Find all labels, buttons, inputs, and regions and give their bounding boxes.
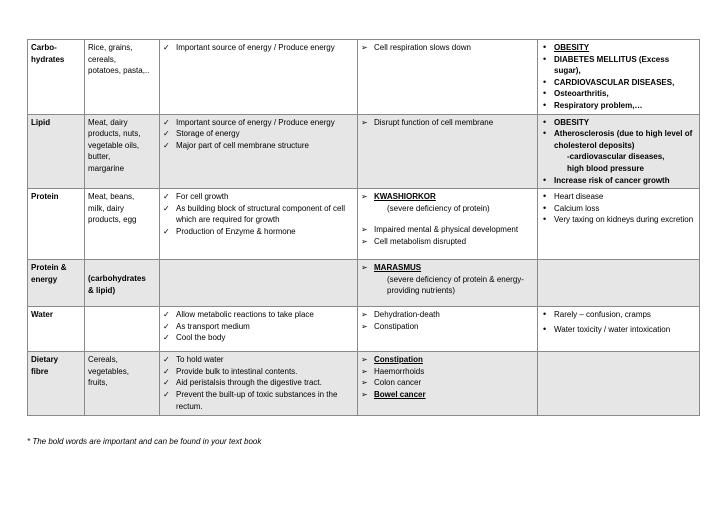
check-icon: ✓ [163, 333, 170, 343]
list-item: ✓ Allow metabolic reactions to take place [163, 310, 314, 320]
list-item: ✓ Important source of energy / Produce energy [163, 117, 335, 127]
table-row [28, 352, 700, 416]
arrow-bullet-icon: ➢ [361, 366, 368, 376]
list-item: • OBESITY [543, 42, 590, 52]
list-item: ✓ As transport medium [163, 321, 250, 331]
list-item: ➢ Cell metabolism disrupted [361, 236, 467, 246]
arrow-bullet-icon: ➢ [361, 192, 368, 202]
check-icon: ✓ [163, 389, 170, 399]
nutrient-cell [28, 189, 85, 260]
arrow-bullet-icon: ➢ [361, 225, 368, 235]
excess-cell [538, 114, 700, 189]
dot-bullet-icon: • [543, 128, 547, 139]
arrow-bullet-icon: ➢ [361, 389, 368, 399]
arrow-bullet-icon: ➢ [361, 321, 368, 331]
deficiency-cell [358, 40, 538, 115]
list-item: ✓ Production of Enzyme & hormone [163, 226, 296, 236]
excess-cell [538, 352, 700, 416]
function-cell [160, 352, 358, 416]
arrow-bullet-icon: ➢ [361, 378, 368, 388]
excess-cell [538, 40, 700, 115]
check-icon: ✓ [163, 117, 170, 127]
list-item: • Rarely – confusion, cramps [543, 309, 651, 320]
arrow-bullet-icon: ➢ [361, 355, 368, 365]
check-icon: ✓ [163, 321, 170, 331]
footnote: * The bold words are important and can be found in your text book [27, 437, 262, 446]
table-row [28, 307, 700, 352]
list-item: • OBESITY [543, 116, 590, 127]
list-item: ➢ Cell respiration slows down [361, 43, 471, 52]
list-item: ➢ Colon cancer [361, 378, 422, 388]
check-icon: ✓ [163, 226, 170, 236]
check-icon: ✓ [163, 140, 170, 150]
list-item: ➢ Disrupt function of cell membrane [361, 117, 494, 127]
table-row [28, 114, 700, 189]
source-cell: Meat, dairy products, nuts, vegetable oils, butter, margarine [85, 114, 160, 189]
arrow-bullet-icon: ➢ [361, 117, 368, 127]
function-cell [160, 114, 358, 189]
dot-bullet-icon: • [543, 191, 547, 202]
deficiency-cell [358, 114, 538, 189]
list-item: • DIABETES MELLITUS (Excess sugar), [543, 53, 670, 76]
list-item: ✓ For cell growth [163, 192, 229, 202]
list-item: ➢ MARASMUS [361, 263, 422, 273]
list-item: ✓ Provide bulk to intestinal contents. [163, 366, 298, 376]
list-item: • Increase risk of cancer growth [543, 174, 670, 185]
check-icon: ✓ [163, 366, 170, 376]
list-item: ✓ Aid peristalsis through the digestive tract. [163, 378, 322, 388]
list-item: ✓ Prevent the built-up of toxic substances in the rectum. [163, 389, 338, 411]
list-item: ➢ Constipation [361, 355, 423, 365]
dot-bullet-icon: • [543, 42, 547, 52]
function-cell [160, 40, 358, 115]
list-item: ➢ KWASHIORKOR [361, 192, 436, 202]
dot-bullet-icon: • [543, 88, 547, 99]
nutrient-name: Carbo- hydrates [31, 43, 65, 64]
list-item: ➢ Bowel cancer [361, 389, 426, 399]
dot-bullet-icon: • [543, 309, 547, 320]
check-icon: ✓ [163, 129, 170, 139]
list-item: ✓ To hold water [163, 355, 224, 365]
nutrition-table [27, 39, 700, 416]
list-item: ➢ Constipation [361, 321, 419, 331]
check-icon: ✓ [163, 310, 170, 320]
arrow-bullet-icon: ➢ [361, 310, 368, 320]
deficiency-cell [358, 307, 538, 352]
list-item: (severe deficiency of protein) [387, 203, 490, 213]
list-spacer [361, 214, 534, 224]
list-item: -cardiovascular diseases, [567, 152, 665, 162]
dot-bullet-icon: • [543, 214, 547, 225]
nutrient-name: Protein [31, 192, 59, 202]
dot-bullet-icon: • [543, 99, 547, 110]
check-icon: ✓ [163, 43, 170, 52]
table-row [28, 260, 700, 307]
nutrient-cell [28, 307, 85, 352]
nutrient-name: Lipid [31, 117, 51, 127]
list-item: • Heart disease [543, 191, 604, 202]
excess-cell [538, 260, 700, 307]
list-item: ✓ Major part of cell membrane structure [163, 140, 309, 150]
table-row [28, 189, 700, 260]
check-icon: ✓ [163, 355, 170, 365]
dot-bullet-icon: • [543, 202, 547, 213]
list-item: • CARDIOVASCULAR DISEASES, [543, 76, 675, 87]
list-item: • Calcium loss [543, 202, 600, 213]
list-item: • Water toxicity / water intoxication [543, 323, 671, 334]
source-cell: Cereals, vegetables, fruits, [85, 352, 160, 416]
nutrient-cell [28, 40, 85, 115]
excess-cell [538, 189, 700, 260]
nutrient-cell [28, 260, 85, 307]
arrow-bullet-icon: ➢ [361, 236, 368, 246]
list-item: high blood pressure [567, 163, 644, 173]
list-item: • Atherosclerosis (due to high level of cholesterol deposits) [543, 128, 693, 150]
list-item: • Respiratory problem,… [543, 99, 643, 110]
function-cell [160, 307, 358, 352]
arrow-bullet-icon: ➢ [361, 263, 368, 273]
dot-bullet-icon: • [543, 323, 547, 334]
deficiency-cell [358, 260, 538, 307]
check-icon: ✓ [163, 378, 170, 388]
nutrient-name: Water [31, 310, 53, 320]
source-cell [85, 307, 160, 352]
table-row [28, 40, 700, 115]
function-cell [160, 260, 358, 307]
list-item: ✓ Storage of energy [163, 129, 240, 139]
nutrient-name: Dietary fibre [31, 355, 59, 376]
list-item: ✓ As building block of structural component of cell which are required for growth [163, 203, 345, 225]
source-cell: Rice, grains, cereals, potatoes, pasta,.. [85, 40, 160, 115]
list-item: ✓ Cool the body [163, 333, 226, 343]
source-cell: (carbohydrates & lipid) [85, 260, 160, 307]
dot-bullet-icon: • [543, 116, 547, 127]
list-item: ✓ Important source of energy / Produce energy [163, 43, 335, 52]
list-item: • Osteoarthritis, [543, 88, 609, 99]
dot-bullet-icon: • [543, 76, 547, 87]
check-icon: ✓ [163, 203, 170, 213]
list-item: ➢ Haemorrhoids [361, 366, 425, 376]
list-item: ➢ Dehydration-death [361, 310, 440, 320]
dot-bullet-icon: • [543, 174, 547, 185]
nutrient-cell [28, 114, 85, 189]
nutrient-name: Protein & energy [31, 263, 67, 284]
deficiency-cell [358, 352, 538, 416]
source-cell: Meat, beans, milk, dairy products, egg [85, 189, 160, 260]
arrow-bullet-icon: ➢ [361, 43, 368, 52]
dot-bullet-icon: • [543, 53, 547, 64]
nutrient-cell [28, 352, 85, 416]
function-cell [160, 189, 358, 260]
list-item: • Very taxing on kidneys during excretion [543, 214, 694, 225]
list-item: ➢ Impaired mental & physical development [361, 225, 519, 235]
check-icon: ✓ [163, 192, 170, 202]
list-item: (severe deficiency of protein & energy-providing nutrients) [387, 274, 524, 296]
excess-cell [538, 307, 700, 352]
deficiency-cell [358, 189, 538, 260]
